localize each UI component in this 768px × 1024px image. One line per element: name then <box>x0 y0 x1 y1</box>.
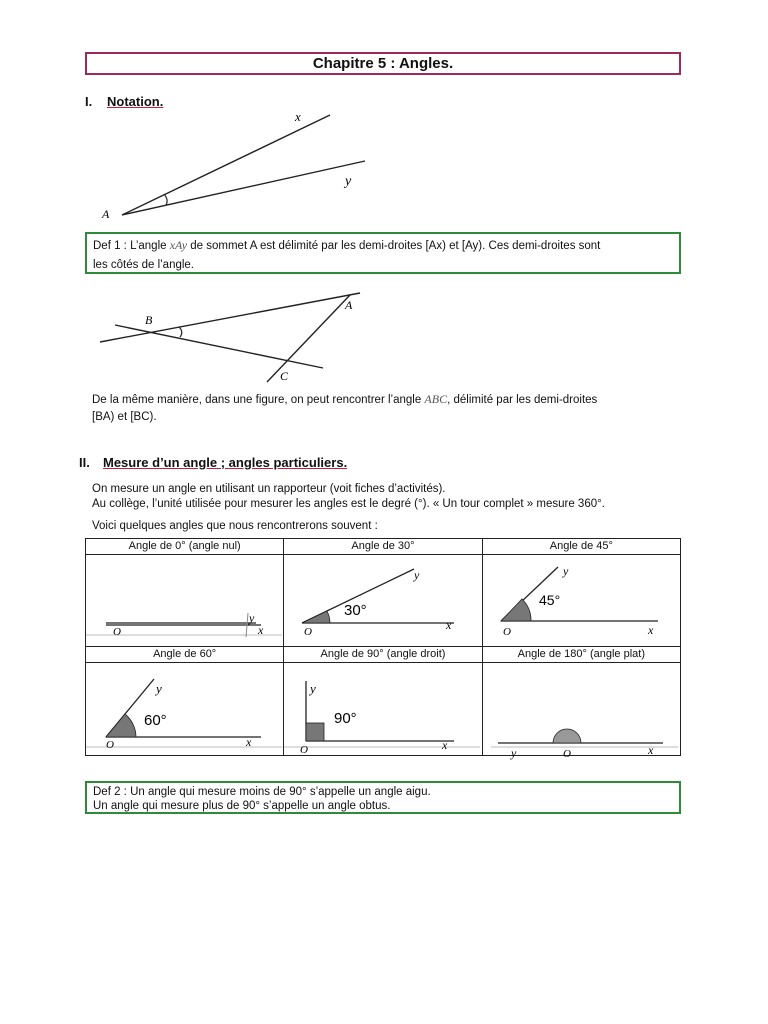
figure-angle-0 <box>86 555 282 641</box>
ray-ay <box>122 161 365 215</box>
paragraph-1-prefix: De la même manière, dans une figure, on peut rencontrer l’angle <box>92 394 422 406</box>
paragraph-1-line1 <box>92 391 682 409</box>
line-ba <box>100 293 360 342</box>
header-angle-45: Angle de 45° <box>482 539 680 555</box>
label-o-60: O <box>106 739 114 752</box>
label-x-60: x <box>246 735 252 750</box>
ray-ax <box>122 115 330 215</box>
definition-2-line2: Un angle qui mesure plus de 90° s’appelle un angle obtus. <box>93 800 391 812</box>
label-a: A <box>102 207 110 221</box>
cell-angle-90 <box>284 663 482 756</box>
definition-1-box <box>85 232 681 274</box>
label-y-30: y <box>414 567 420 582</box>
paragraph-measure <box>92 482 682 534</box>
label-x-0: x <box>258 622 264 637</box>
header-angle-90: Angle de 90° (angle droit) <box>284 647 482 663</box>
right-angle-mark <box>306 723 324 741</box>
paragraph-1-suffix: , délimité par les demi-droites <box>447 394 598 406</box>
cell-angle-180 <box>482 663 680 761</box>
paragraph-1-line2: [BA) et [BC). <box>92 411 157 423</box>
angle-symbol-xay: xAy <box>169 238 188 252</box>
section-1-title: Notation. <box>107 94 164 109</box>
label-x-180: x <box>647 743 653 758</box>
label-o-90: O <box>300 744 309 757</box>
cell-angle-0 <box>86 554 284 647</box>
figure-angle-45 <box>483 555 683 641</box>
label-x-45: x <box>647 622 653 637</box>
label-a2: A <box>345 298 353 312</box>
label-y-180: y <box>510 746 516 761</box>
angle-sector-180 <box>553 729 581 743</box>
angles-table <box>85 538 681 761</box>
figure-angle-180 <box>483 663 683 761</box>
section-2-number: II. <box>79 455 90 470</box>
definition-1-suffix: de sommet A est délimité par les demi-droites [Ax) et [Ay). Ces demi-droites sont <box>190 240 601 252</box>
label-o-30: O <box>304 625 313 638</box>
angle-sector-30 <box>302 611 330 623</box>
chapter-title: Chapitre 5 : Angles. <box>312 55 454 72</box>
section-2-heading <box>79 455 347 470</box>
paragraph-2-line3: Voici quelques angles que nous rencontrerons souvent : <box>92 520 378 532</box>
label-y-45: y <box>562 563 568 578</box>
header-angle-30: Angle de 30° <box>284 539 482 555</box>
chapter-title-box <box>85 52 681 75</box>
label-o-45: O <box>502 625 511 638</box>
cell-angle-60 <box>86 663 284 756</box>
angle-symbol-abc: ABC <box>424 392 448 406</box>
paragraph-2-line2: Au collège, l’unité utilisée pour mesurer les angles est le degré (°). « Un tour complet » mesure 360°. <box>92 498 605 510</box>
angle-arc-b <box>179 327 182 337</box>
figure-angle-xay <box>90 105 390 225</box>
label-y-90: y <box>310 681 317 697</box>
figure-angle-90 <box>284 663 480 757</box>
cell-angle-30 <box>284 554 482 647</box>
cell-angle-45 <box>482 554 680 647</box>
figure-angle-abc <box>95 285 385 385</box>
label-b: B <box>145 313 153 327</box>
label-deg-90: 90° <box>334 710 358 728</box>
line-bc <box>115 325 323 368</box>
header-angle-60: Angle de 60° <box>86 647 284 663</box>
angle-sector-60 <box>106 714 136 737</box>
angle-arc <box>164 194 167 205</box>
label-x-30: x <box>446 617 452 632</box>
label-y-60: y <box>156 681 162 697</box>
label-y-0: y <box>249 610 255 625</box>
paragraph-2-line1: On mesure un angle en utilisant un rapporteur (voit fiches d’activités). <box>92 483 446 495</box>
label-deg-45: 45° <box>538 591 560 608</box>
angle-sector-45 <box>501 599 531 621</box>
label-c: C <box>280 369 289 383</box>
definition-1-prefix: Def 1 : L’angle <box>93 240 167 252</box>
section-1-number: I. <box>85 94 93 109</box>
definition-2-box <box>85 781 681 814</box>
label-y: y <box>345 174 352 189</box>
label-x: x <box>295 109 301 124</box>
label-o-180: O <box>562 748 571 761</box>
figure-angle-60 <box>86 663 282 752</box>
figure-angle-30 <box>284 555 480 641</box>
definition-1-line2: les côtés de l’angle. <box>93 259 195 271</box>
section-2-title: Mesure d’un angle ; angles particuliers. <box>103 455 348 470</box>
label-deg-60: 60° <box>144 712 167 730</box>
label-o-0: O <box>113 625 121 638</box>
header-angle-180: Angle de 180° (angle plat) <box>482 647 680 663</box>
label-deg-30: 30° <box>344 601 368 619</box>
label-x-90: x <box>442 738 448 753</box>
definition-1-line1 <box>93 236 673 256</box>
paragraph-same-manner <box>92 391 682 426</box>
header-angle-0: Angle de 0° (angle nul) <box>86 539 284 555</box>
definition-2-line1: Def 2 : Un angle qui mesure moins de 90° s’appelle un angle aigu. <box>93 786 431 798</box>
